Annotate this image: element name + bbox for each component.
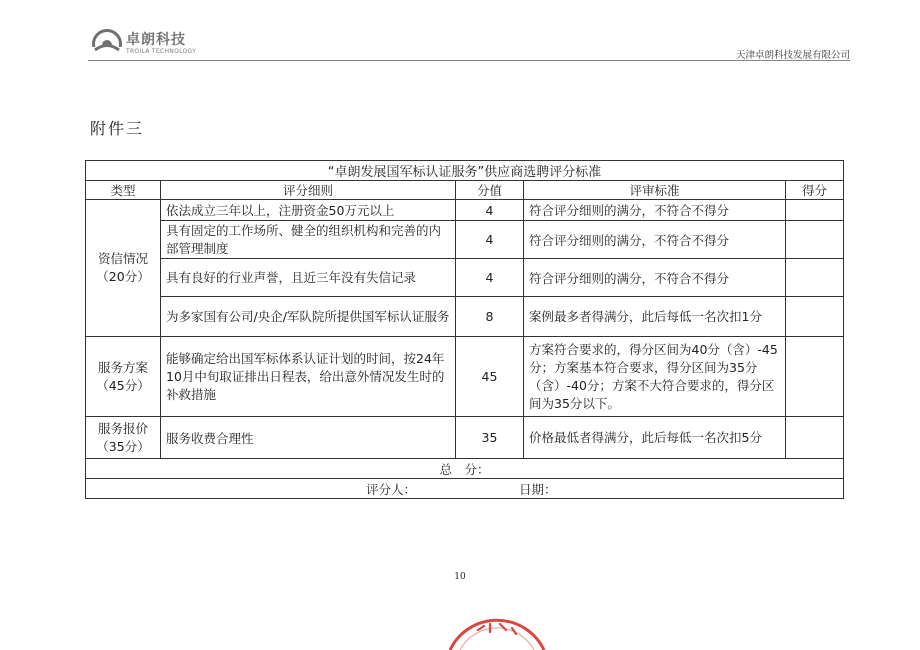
header-criteria: 评审标准: [524, 181, 786, 200]
category-cell: 资信情况（20分）: [86, 200, 161, 337]
header-type: 类型: [86, 181, 161, 200]
score-cell: 45: [456, 337, 524, 417]
score-cell: 4: [456, 259, 524, 297]
score-cell: 4: [456, 221, 524, 259]
detail-cell: 为多家国有公司/央企/军队院所提供国军标认证服务: [161, 297, 456, 337]
criteria-cell: 案例最多者得满分，此后每低一名次扣1分: [524, 297, 786, 337]
criteria-cell: 符合评分细则的满分，不符合不得分: [524, 221, 786, 259]
table-row: [86, 200, 844, 221]
category-cell: 服务报价（35分）: [86, 417, 161, 459]
company-name: 天津卓朗科技发展有限公司: [735, 50, 850, 61]
header-result: 得分: [786, 181, 844, 200]
result-cell[interactable]: [786, 417, 844, 459]
scoring-table: [85, 160, 844, 499]
criteria-cell: 符合评分细则的满分，不符合不得分: [524, 259, 786, 297]
total-label: 总 分：: [86, 459, 844, 479]
table-row: [86, 337, 844, 417]
company-logo: [92, 29, 196, 59]
troila-logo-icon: [92, 29, 122, 59]
logo-chinese-text: 卓朗科技: [126, 32, 186, 48]
header-divider: [88, 60, 850, 61]
header-score: 分值: [456, 181, 524, 200]
scorer-label: 评分人：: [366, 481, 417, 497]
logo-english-text: TROILA TECHNOLOGY: [126, 48, 197, 55]
result-cell[interactable]: [786, 259, 844, 297]
result-cell[interactable]: [786, 337, 844, 417]
detail-cell: 能够确定给出国军标体系认证计划的时间，按24年10月中旬取证排出日程表，给出意外情况发生时的补救措施: [161, 337, 456, 417]
company-seal-icon: [442, 600, 552, 650]
detail-cell: 具有固定的工作场所、健全的组织机构和完善的内部管理制度: [161, 221, 456, 259]
score-cell: 8: [456, 297, 524, 337]
detail-cell: 依法成立三年以上，注册资金50万元以上: [161, 200, 456, 221]
page-number: 10: [454, 572, 466, 582]
table-row: [86, 221, 844, 259]
table-row: [86, 259, 844, 297]
signature-row: [86, 479, 844, 499]
criteria-cell: 价格最低者得满分，此后每低一名次扣5分: [524, 417, 786, 459]
detail-cell: 服务收费合理性: [161, 417, 456, 459]
result-cell[interactable]: [786, 297, 844, 337]
table-row: [86, 297, 844, 337]
score-cell: 35: [456, 417, 524, 459]
category-cell: 服务方案（45分）: [86, 337, 161, 417]
date-label: 日期：: [518, 481, 557, 497]
criteria-cell: 符合评分细则的满分，不符合不得分: [524, 200, 786, 221]
score-cell: 4: [456, 200, 524, 221]
table-row: [86, 417, 844, 459]
result-cell[interactable]: [786, 221, 844, 259]
detail-cell: 具有良好的行业声誉，且近三年没有失信记录: [161, 259, 456, 297]
criteria-cell: 方案符合要求的，得分区间为40分（含）-45分；方案基本符合要求，得分区间为35分（含）-40分；方案不大符合要求的，得分区间为35分以下。: [524, 337, 786, 417]
header-detail: 评分细则: [161, 181, 456, 200]
table-title: “卓朗发展国军标认证服务”供应商选聘评分标准: [86, 161, 844, 181]
total-row: [86, 459, 844, 479]
attachment-label: 附件三: [90, 119, 145, 138]
result-cell[interactable]: [786, 200, 844, 221]
